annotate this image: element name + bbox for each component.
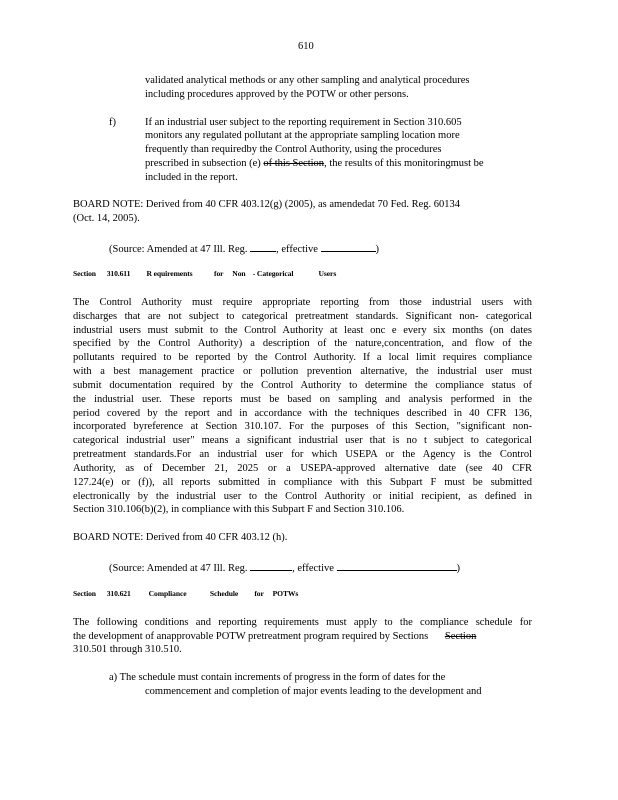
body-line: discharges that are not subject to categorical pretreatment standards. Significant non- categorical	[73, 311, 532, 322]
register-blank	[250, 559, 292, 571]
board-note-2: BOARD NOTE: Derived from 40 CFR 403.12 (h).	[73, 532, 288, 543]
source-2-mid: , effective	[292, 563, 334, 574]
source-1-suffix: )	[375, 244, 380, 255]
source-2-prefix: (Source: Amended at 47 Ill. Reg.	[109, 563, 248, 574]
para-f-line-4-start: prescribed in subsection (e)	[145, 158, 261, 169]
board-note-1-line-2: (Oct. 14, 2005).	[73, 213, 140, 224]
item-a-line-1: a) The schedule must contain increments of progress in the form of dates for the	[109, 672, 446, 683]
body-line: 127.24(e) or (f)), all reports submitted in compliance with this Subpart F must be submitted	[73, 477, 532, 488]
source-note-2	[109, 559, 460, 576]
body-line: pretreatment standards.For an industrial user for which USEPA or the Agency is the Control	[73, 449, 532, 460]
register-blank	[250, 240, 276, 252]
source-note-1	[109, 240, 379, 257]
para-e-line-1: validated analytical methods or any other sampling and analytical procedures	[145, 75, 470, 86]
board-note-1-line-1: BOARD NOTE: Derived from 40 CFR 403.12(g) (2005), as amendedat 70 Fed. Reg. 60134	[73, 199, 460, 210]
body-line: pollutants required to be reported by the Control Authority. If a local limit requires compliance	[73, 352, 532, 363]
para-f-line-3: frequently than requiredby the Control Authority, using the procedures	[145, 144, 442, 155]
page-number: 610	[298, 41, 314, 52]
body-line: period covered by the report and in accordance with the techniques described in 40 CFR 136,	[73, 408, 532, 419]
section-heading-310-621: Section 310.621 Compliance Schedule for POTWs	[73, 589, 299, 598]
source-1-prefix: (Source: Amended at 47 Ill. Reg.	[109, 244, 248, 255]
source-1-mid: , effective	[276, 244, 318, 255]
body-line: the industrial user. These reports must be based on sampling and analysis performed in the	[73, 394, 532, 405]
para-621-line-2	[73, 630, 476, 644]
para-e-line-2: including procedures approved by the POTW or other persons.	[145, 89, 409, 100]
para-621-line-1: The following conditions and reporting requirements must apply to the compliance schedule for	[73, 617, 532, 628]
body-line: industrial users must submit to the Control Authority at least onc e every six months (on dates	[73, 325, 532, 336]
para-621-line-2-text: the development of anapprovable POTW pretreatment program required by Sections	[73, 631, 429, 642]
body-line: Authority, as of December 21, 2025 or a USEPA-approved alternative date (see 40 CFR	[73, 463, 532, 474]
body-line: with a best management practice or pollution prevention alternative, the industrial user must	[73, 366, 532, 377]
body-line: specified by the Control Authority) a description of the nature,concentration, and flow of the	[73, 338, 532, 349]
body-line: Section 310.106(b)(2), in compliance with this Subpart F and Section 310.106.	[73, 504, 405, 515]
struck-text: Section	[444, 631, 477, 642]
effective-date-blank	[337, 559, 457, 571]
body-line: submit documentation required by the Control Authority to determine the compliance status of	[73, 380, 532, 391]
para-f-line-4-end: , the results of this monitoringmust be	[324, 158, 484, 169]
body-line: categorical industrial user" means a significant industrial user that is no t subject to categorical	[73, 435, 532, 446]
item-a-line-2: commencement and completion of major events leading to the development and	[145, 686, 482, 697]
para-f-label: f)	[109, 117, 116, 128]
section-heading-310-611: Section 310.611 R equirements for Non - Categorical Users	[73, 269, 337, 278]
body-line: The Control Authority must require appropriate reporting from those industrial users with	[73, 297, 532, 308]
struck-text: of this Section	[263, 158, 325, 169]
para-f-line-1: If an industrial user subject to the reporting requirement in Section 310.605	[145, 117, 462, 128]
body-line: incorporated byreference at Section 310.107. For the purposes of this Section, "significant non-	[73, 421, 532, 432]
para-f-line-2: monitors any regulated pollutant at the appropriate sampling location more	[145, 130, 460, 141]
effective-date-blank	[321, 240, 376, 252]
para-621-line-3: 310.501 through 310.510.	[73, 644, 182, 655]
body-line: electronically by the industrial user to the Control Authority or initial recipient, as defined in	[73, 491, 532, 502]
para-f-line-4	[145, 157, 484, 171]
para-f-line-5: included in the report.	[145, 172, 238, 183]
source-2-suffix: )	[456, 563, 461, 574]
